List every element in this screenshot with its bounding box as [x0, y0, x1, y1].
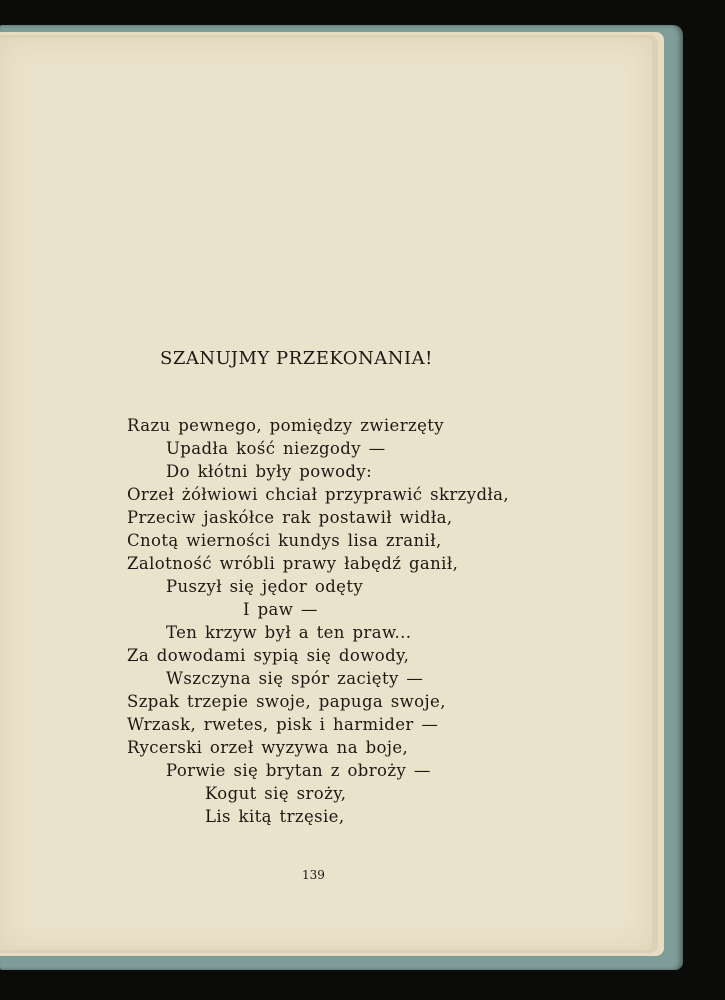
poem-line: Zalotność wróbli prawy łabędź ganił, — [127, 554, 459, 573]
poem-line: Do kłótni były powody: — [166, 462, 373, 481]
poem-line: Porwie się brytan z obroży — — [166, 761, 431, 780]
poem-line: Cnotą wierności kundys lisa zranił, — [127, 531, 442, 550]
poem-line: Wszczyna się spór zacięty — — [166, 669, 424, 688]
poem-line: Rycerski orzeł wyzywa na boje, — [127, 738, 409, 757]
poem-line: Za dowodami sypią się dowody, — [127, 646, 410, 665]
poem-line: Ten krzyw był a ten praw... — [166, 623, 412, 642]
poem-title: SZANUJMY PRZEKONANIA! — [160, 348, 433, 369]
poem-line: Upadła kość niezgody — — [166, 439, 386, 458]
book-page — [0, 38, 652, 950]
poem-line: Razu pewnego, pomiędzy zwierzęty — [127, 416, 444, 435]
poem-line: Szpak trzepie swoje, papuga swoje, — [127, 692, 446, 711]
poem-line: I paw — — [243, 600, 318, 619]
poem-line: Puszył się jędor odęty — [166, 577, 364, 596]
poem-line: Lis kitą trzęsie, — [205, 807, 345, 826]
poem-line: Przeciw jaskółce rak postawił widła, — [127, 508, 453, 527]
page-number: 139 — [302, 868, 325, 882]
poem-line: Kogut się sroży, — [205, 784, 347, 803]
poem-line: Orzeł żółwiowi chciał przyprawić skrzydła, — [127, 485, 510, 504]
poem-line: Wrzask, rwetes, pisk i harmider — — [127, 715, 439, 734]
